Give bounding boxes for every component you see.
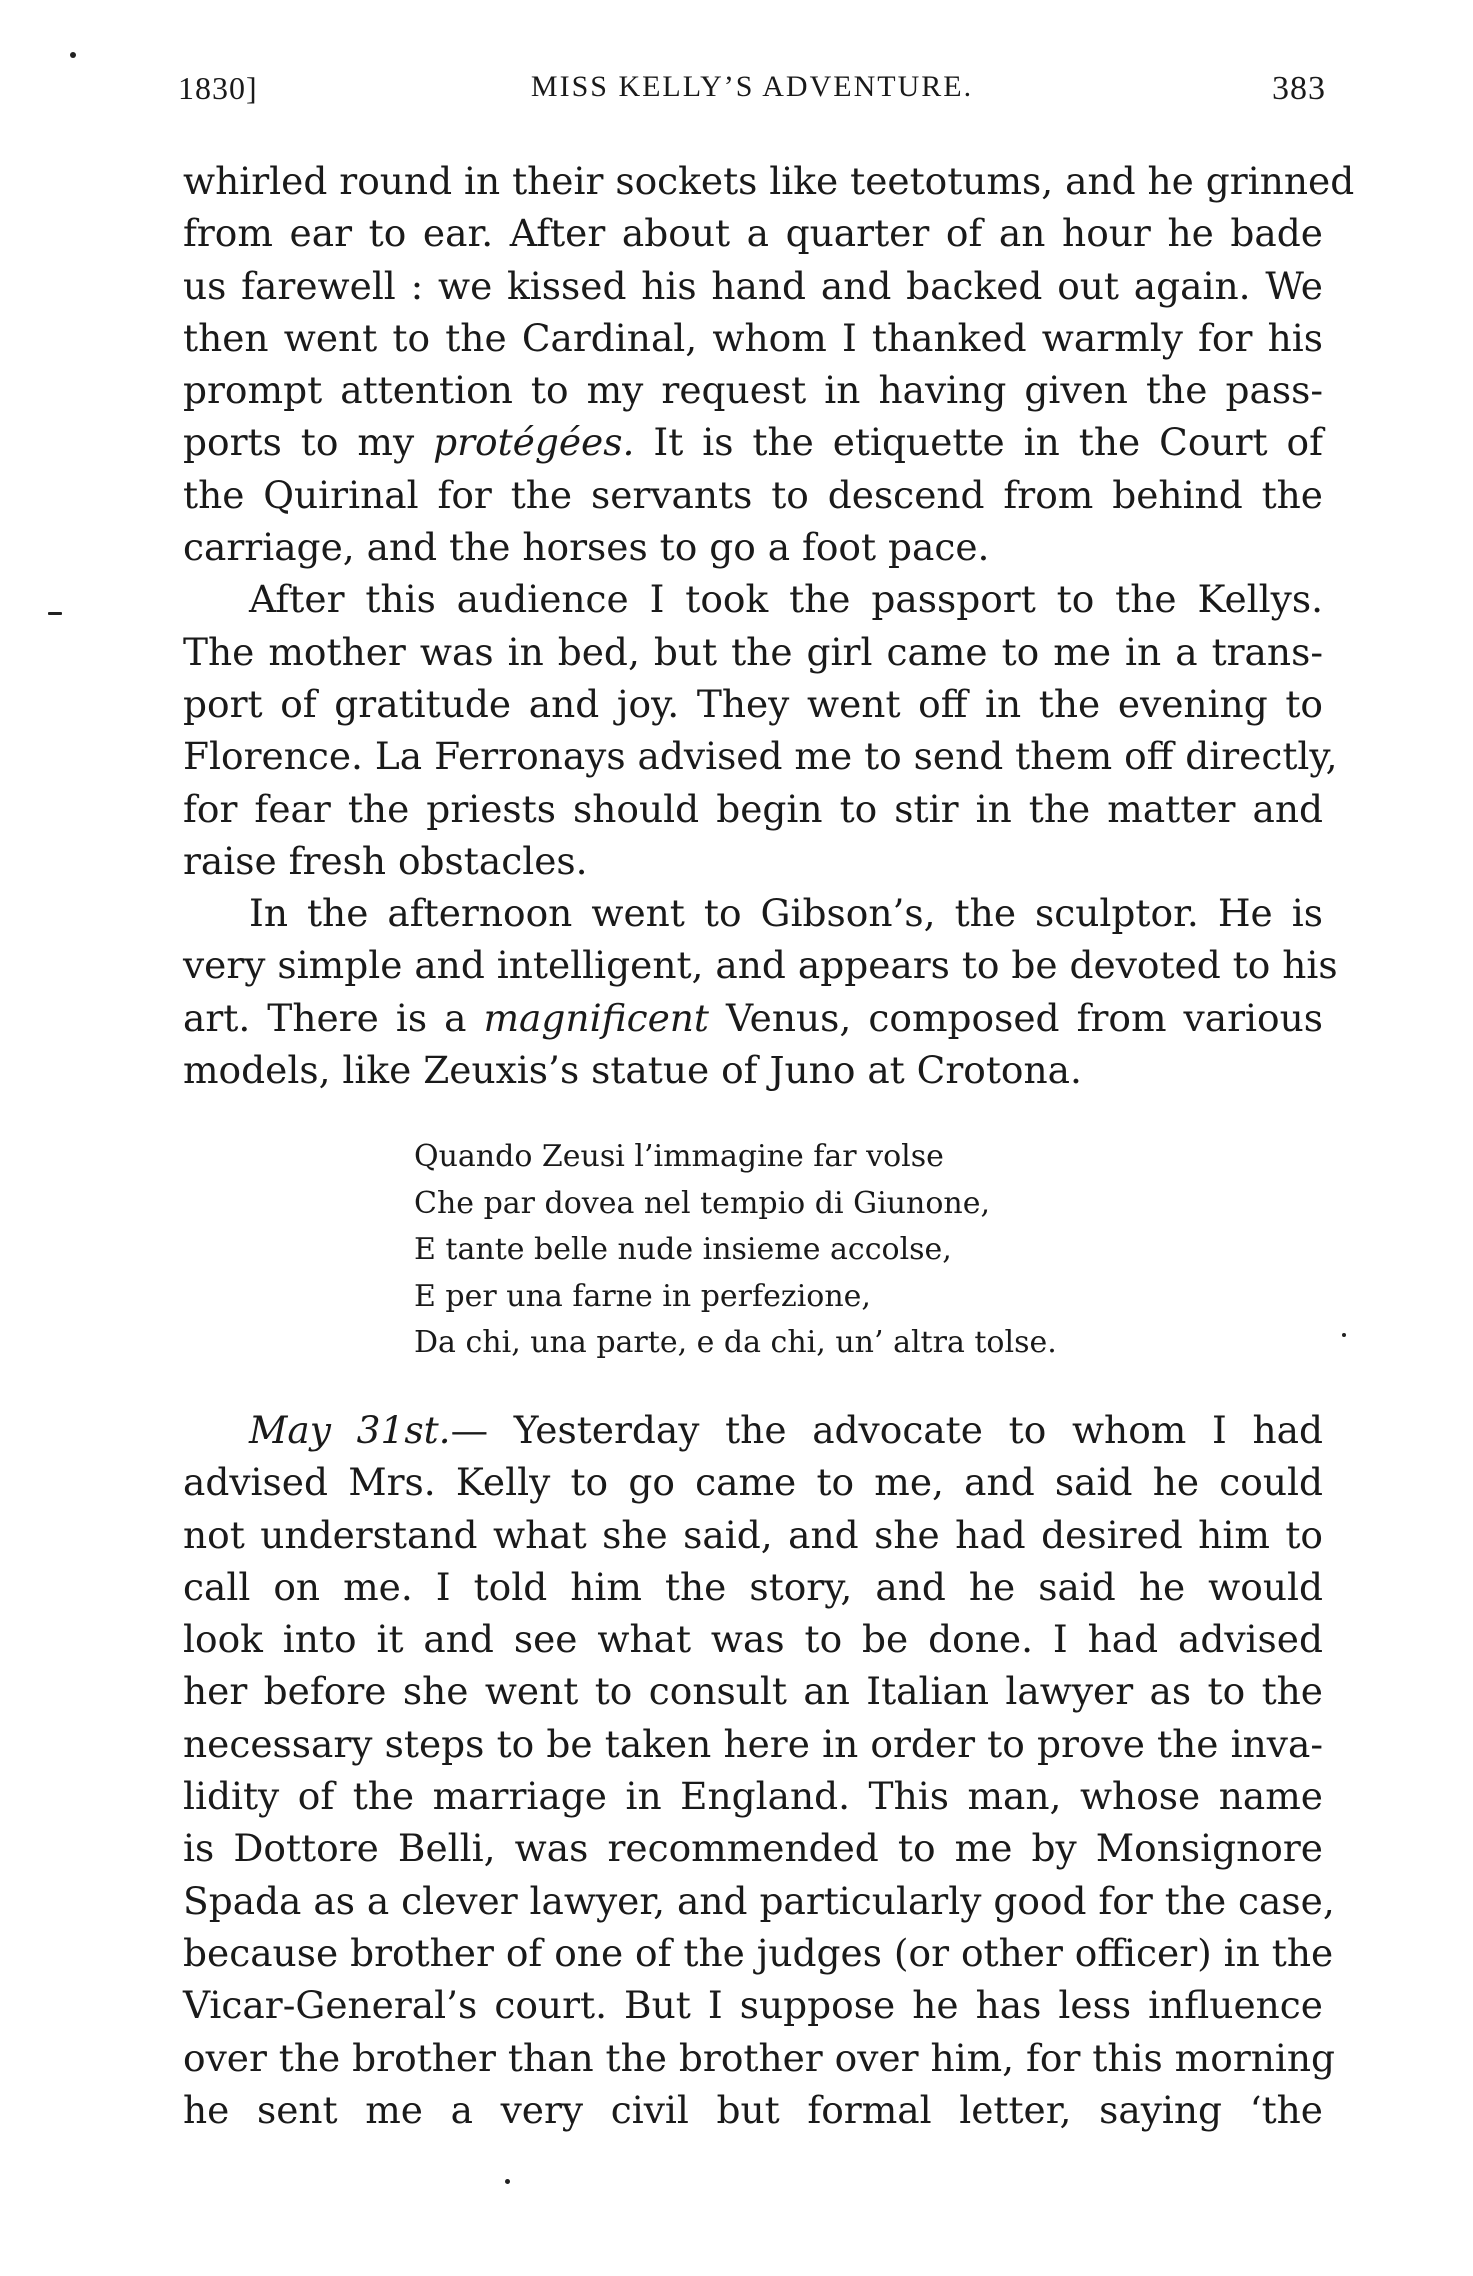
text-line: The mother was in bed, but the girl came to me in a trans- <box>183 629 1323 674</box>
text-line: is Dottore Belli, was recommended to me by Monsignore <box>183 1826 1323 1871</box>
text-line: he sent me a very civil but formal letter, saying ‘the <box>183 2087 1323 2132</box>
verse-line: E tante belle nude insieme accolse, <box>414 1232 952 1267</box>
text-line: very simple and intelligent, and appears to be devoted to his <box>183 943 1338 988</box>
print-speck <box>505 2179 510 2184</box>
text-run: ports to my <box>183 420 434 465</box>
italic-text: protégées. <box>433 420 635 465</box>
verse-line: Che par dovea nel tempio di Giunone, <box>414 1185 990 1221</box>
text-run: It is the etiquette in the Court of <box>634 420 1323 465</box>
text-line: because brother of one of the judges (or other officer) in the <box>183 1930 1334 1975</box>
text-line <box>183 992 1323 1044</box>
text-line: models, like Zeuxis’s statue of Juno at Crotona. <box>183 1048 1082 1093</box>
verse-line: E per una farne in perfezione, <box>414 1278 871 1314</box>
text-line: over the brother than the brother over him, for this morning <box>183 2035 1336 2080</box>
text-line: not understand what she said, and she had desired him to <box>183 1512 1323 1557</box>
text-run: art. There is a <box>183 995 484 1040</box>
print-speck <box>48 612 62 615</box>
text-line: raise fresh obstacles. <box>183 838 588 883</box>
entry-date-month: May <box>249 1408 331 1452</box>
text-line: her before she went to consult an Italian lawyer as to the <box>183 1669 1323 1714</box>
text-run: — Yesterday the advocate to whom I had <box>450 1408 1324 1452</box>
page-number: 383 <box>1272 70 1326 107</box>
text-line: from ear to ear. After about a quarter of an hour he bade <box>183 211 1323 256</box>
diary-entry <box>183 1404 1336 2136</box>
text-line: In the afternoon went to Gibson’s, the sculptor. He is <box>249 891 1323 936</box>
text-line: then went to the Cardinal, whom I thanked warmly for his <box>183 315 1323 360</box>
print-speck <box>70 52 76 58</box>
running-head-year: 1830] <box>178 70 258 106</box>
text-line: port of gratitude and joy. They went off in the evening to <box>183 681 1323 726</box>
text-line: advised Mrs. Kelly to go came to me, and said he could <box>183 1460 1323 1505</box>
text-line: for fear the priests should begin to stir in the matter and <box>183 786 1323 831</box>
text-line: the Quirinal for the servants to descend from behind the <box>183 472 1323 517</box>
text-line: us farewell : we kissed his hand and backed out again. We <box>183 263 1323 308</box>
text-line: Vicar-General’s court. But I suppose he has less influence <box>183 1983 1323 2028</box>
text-line: Spada as a clever lawyer, and particularly good for the case, <box>183 1878 1335 1923</box>
print-speck <box>1342 1333 1346 1337</box>
paragraph <box>183 155 1355 573</box>
text-line: Florence. La Ferronays advised me to send them off directly, <box>183 734 1338 779</box>
text-run: Venus, composed from various <box>709 995 1323 1040</box>
body-text-upper <box>183 155 1355 1096</box>
running-head-title: MISS KELLY’S ADVENTURE. <box>530 70 974 103</box>
paragraph <box>183 887 1338 1096</box>
text-line: prompt attention to my request in having given the pass- <box>183 368 1323 413</box>
italic-text: magnificent <box>483 995 709 1040</box>
text-line: call on me. I told him the story, and he said he would <box>183 1564 1323 1609</box>
verse-line: Quando Zeusi l’immagine far volse <box>414 1139 944 1174</box>
paragraph <box>183 573 1338 887</box>
text-line: look into it and see what was to be done. I had advised <box>183 1617 1323 1662</box>
text-line: lidity of the marriage in England. This man, whose name <box>183 1774 1323 1819</box>
text-line <box>183 416 1323 468</box>
verse-line: Da chi, una parte, e da chi, un’ altra tolse. <box>414 1325 1057 1360</box>
verse-quotation <box>414 1134 1174 1367</box>
text-line: whirled round in their sockets like teetotums, and he grinned <box>183 159 1355 203</box>
entry-date-day: 31st. <box>356 1408 451 1452</box>
text-line: After this audience I took the passport to the Kellys. <box>249 577 1323 622</box>
running-head <box>178 70 1326 120</box>
text-line: necessary steps to be taken here in order to prove the inva- <box>183 1721 1323 1766</box>
text-line <box>183 1404 1323 1456</box>
text-line: carriage, and the horses to go a foot pace. <box>183 525 990 570</box>
